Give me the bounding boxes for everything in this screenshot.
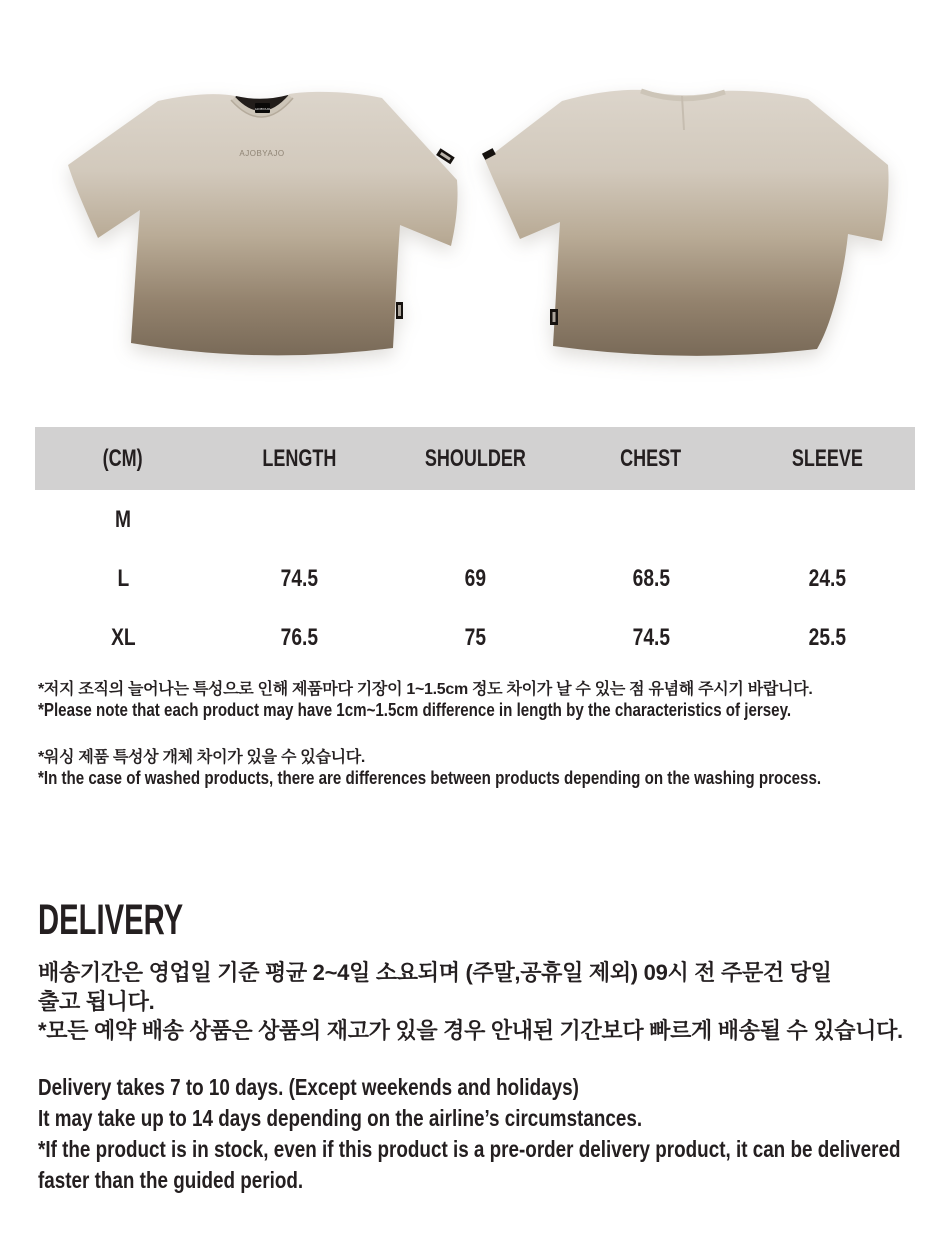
- size-cell: 75: [464, 623, 486, 651]
- sizing-note-kr: *저지 조직의 늘어나는 특성으로 인해 제품마다 기장이 1~1.5cm 정도 차이가 날 수 있는 점 유념해 주시기 바랍니다.: [38, 681, 813, 698]
- washing-note-kr: *워싱 제품 특성상 개체 차이가 있을 수 있습니다.: [38, 749, 366, 766]
- delivery-kr-line: *모든 예약 배송 상품은 상품의 재고가 있을 경우 안내된 기간보다 빠르게 배송될 수 있습니다.: [38, 1018, 903, 1043]
- product-back-image: [470, 84, 910, 392]
- size-cell: M: [115, 505, 131, 533]
- size-cell: [739, 506, 915, 534]
- chest-logo-text: AJOBYAJO: [239, 149, 285, 158]
- size-row-xl: [35, 608, 915, 667]
- delivery-en-line: It may take up to 14 days depending on the airline’s circumstances.: [38, 1105, 643, 1131]
- size-cell: XL: [110, 623, 136, 651]
- delivery-text-en: [38, 1072, 950, 1196]
- delivery-text-kr: [38, 958, 903, 1045]
- size-chart-header-shoulder: SHOULDER: [424, 444, 526, 472]
- size-chart-header-row: [35, 427, 915, 490]
- size-cell: 69: [464, 564, 486, 592]
- size-cell: [563, 506, 739, 534]
- size-chart: [35, 427, 915, 667]
- size-cell: [387, 506, 563, 534]
- size-chart-header-chest: CHEST: [620, 444, 682, 472]
- size-cell: 24.5: [808, 564, 846, 592]
- size-row-m: [35, 490, 915, 549]
- delivery-en-line: *If the product is in stock, even if this product is a pre-order delivery product, it can be delivered: [38, 1136, 901, 1162]
- delivery-en-line: faster than the guided period.: [38, 1167, 304, 1193]
- neck-label-text: AJOBYAJO: [254, 107, 271, 111]
- sizing-note-en: *Please note that each product may have 1cm~1.5cm difference in length by the characteristics of jersey.: [38, 700, 792, 720]
- size-cell: 76.5: [280, 623, 318, 651]
- tshirt-back-body: [485, 90, 889, 356]
- size-row-l: [35, 549, 915, 608]
- size-cell: 74.5: [280, 564, 318, 592]
- product-front-image: [55, 84, 470, 394]
- delivery-en-line: Delivery takes 7 to 10 days. (Except weekends and holidays): [38, 1074, 579, 1100]
- washing-note-en: *In the case of washed products, there are differences between products depending on the washing process.: [38, 768, 822, 788]
- product-notes: [38, 679, 950, 789]
- size-chart-header-cm: (CM): [103, 444, 143, 472]
- size-cell: 68.5: [632, 564, 670, 592]
- delivery-heading: DELIVERY: [38, 896, 184, 944]
- size-cell: 25.5: [808, 623, 846, 651]
- size-chart-header-sleeve: SLEEVE: [791, 444, 863, 472]
- size-chart-header-length: LENGTH: [261, 444, 336, 472]
- size-cell: L: [117, 564, 129, 592]
- delivery-kr-line: 출고 됩니다.: [38, 989, 155, 1014]
- delivery-kr-line: 배송기간은 영업일 기준 평균 2~4일 소요되며 (주말,공휴일 제외) 09시 전 주문건 당일: [38, 960, 832, 985]
- size-cell: 74.5: [632, 623, 670, 651]
- size-cell: [211, 506, 387, 534]
